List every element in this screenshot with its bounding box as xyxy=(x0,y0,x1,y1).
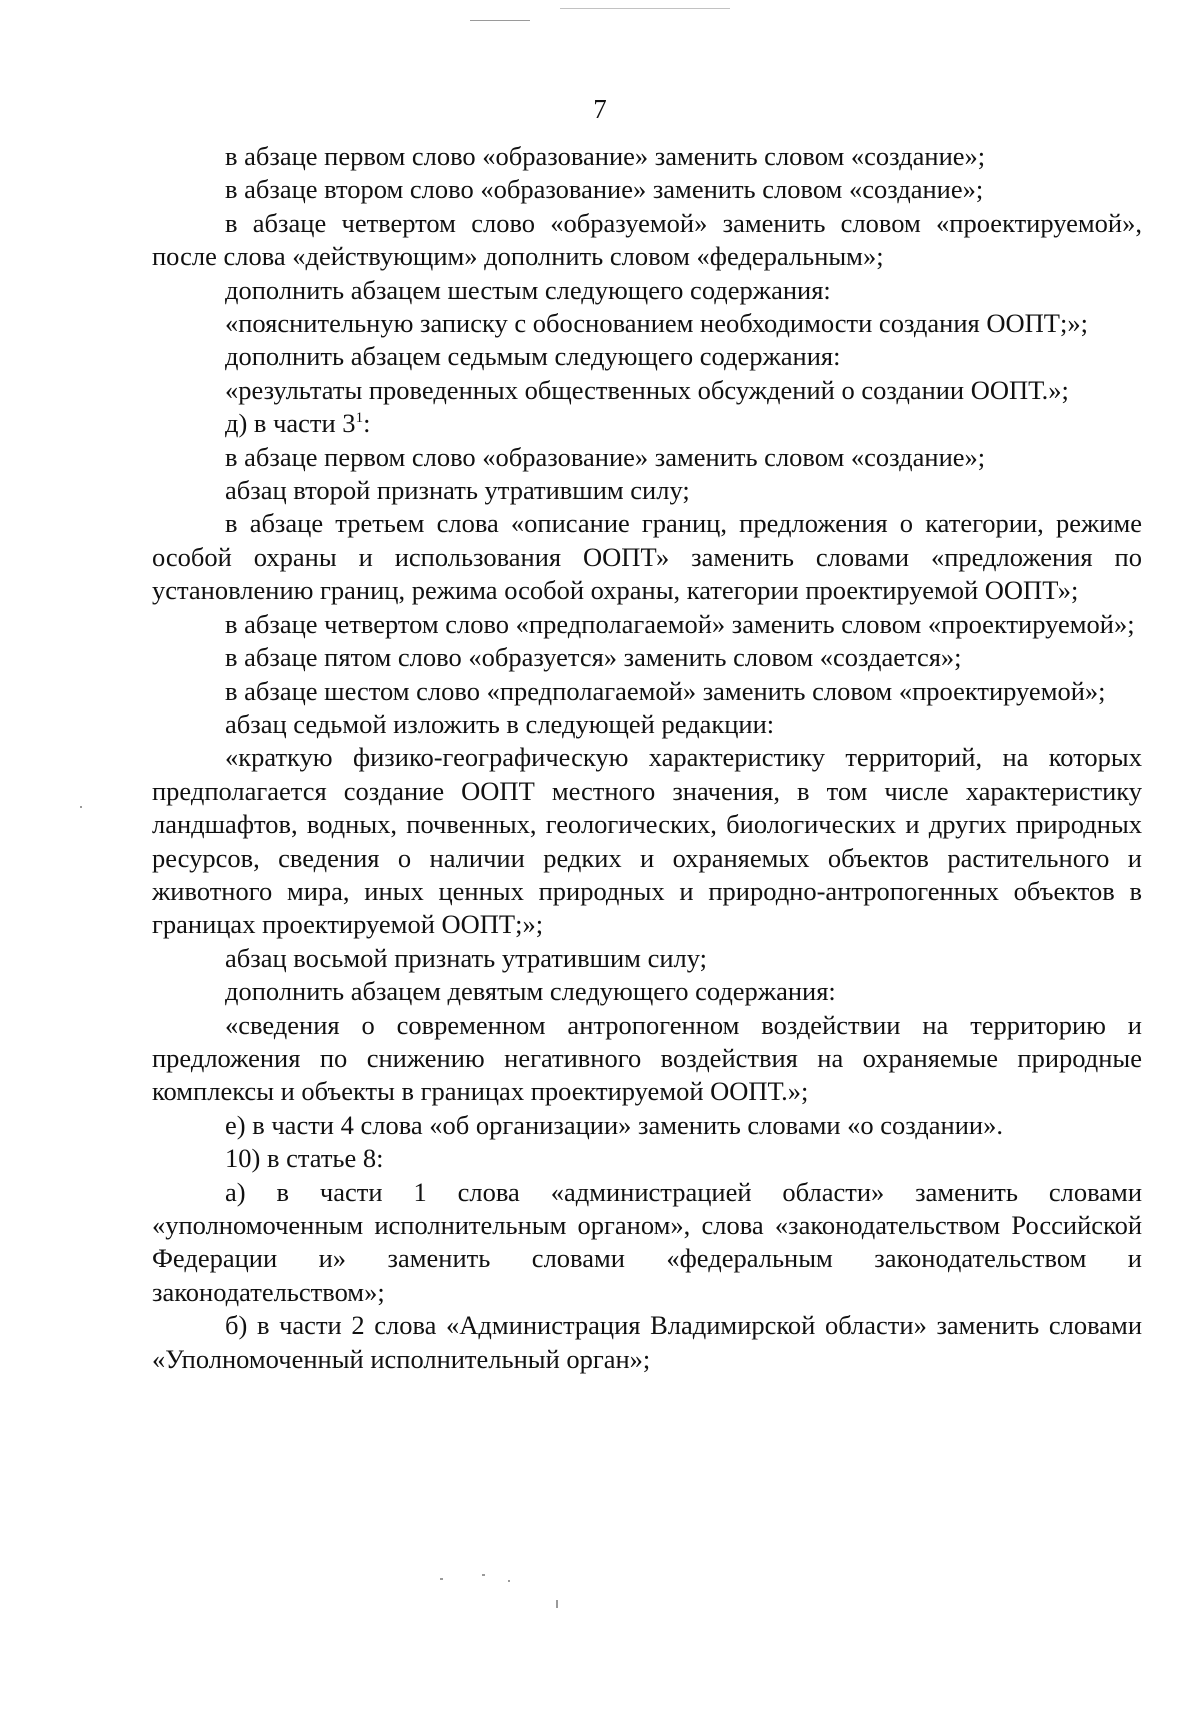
paragraph: дополнить абзацем девятым следующего содержания: xyxy=(225,976,836,1007)
paragraph: в абзаце четвертом слово «образуемой» заменить словом «проектируемой», после слова «действующим» дополнить словом «федеральным»; xyxy=(152,207,1142,272)
scan-artifact xyxy=(482,1574,485,1576)
paragraph: абзац восьмой признать утратившим силу; xyxy=(225,942,707,973)
paragraph: в абзаце пятом слово «образуется» заменить словом «создается»; xyxy=(225,642,962,673)
page-number: 7 xyxy=(593,94,607,124)
paragraph: в абзаце третьем слова «описание границ, предложения о категории, режиме особой охраны и использования ООПТ» заменить словами «предложения по установлению границ, режима особой охраны, категории проектируемой ООПТ»; xyxy=(152,508,1142,606)
paragraph: «пояснительную записку с обоснованием необходимости создания ООПТ;»; xyxy=(225,308,1088,339)
document-body xyxy=(152,140,1142,1376)
paragraph: дополнить абзацем шестым следующего содержания: xyxy=(225,274,831,305)
paragraph: дополнить абзацем седьмым следующего содержания: xyxy=(225,341,841,372)
paragraph: абзац седьмой изложить в следующей редакции: xyxy=(225,708,775,739)
paragraph: «сведения о современном антропогенном воздействии на территорию и предложения по снижению негативного воздействия на охраняемые природные комплексы и объекты в границах проектируемой ООПТ.»; xyxy=(152,1009,1142,1107)
paragraph: а) в части 1 слова «администрацией области» заменить словами «уполномоченным исполнительным органом», слова «законодательством Российской Федерации и» заменить словами «федеральным законодательством и законодательством»; xyxy=(152,1176,1142,1307)
superscript: 1 xyxy=(355,410,364,427)
scan-artifact xyxy=(470,20,530,21)
subsection-suffix: : xyxy=(363,408,371,439)
paragraph: «краткую физико-географическую характеристику территорий, на которых предполагается создание ООПТ местного значения, в том числе характеристику ландшафтов, водных, почвенных, геологических, биологических и других природных ресурсов, сведения о наличии редких и охраняемых объектов растительного и животного мира, иных ценных природных и природно-антропогенных объектов в границах проектируемой ООПТ;»; xyxy=(152,742,1142,940)
subsection-prefix: д) в части 3 xyxy=(225,408,356,439)
subsection-heading xyxy=(152,407,1142,440)
scan-artifact xyxy=(80,806,82,808)
paragraph: в абзаце втором слово «образование» заменить словом «создание»; xyxy=(225,174,984,205)
scan-artifact xyxy=(440,1578,443,1580)
paragraph: «результаты проведенных общественных обсуждений о создании ООПТ.»; xyxy=(225,374,1069,405)
paragraph: в абзаце четвертом слово «предполагаемой» заменить словом «проектируемой»; xyxy=(225,608,1135,639)
scan-artifact xyxy=(508,1580,510,1582)
paragraph: абзац второй признать утратившим силу; xyxy=(225,475,690,506)
paragraph: в абзаце первом слово «образование» заменить словом «создание»; xyxy=(225,441,986,472)
paragraph: в абзаце первом слово «образование» заменить словом «создание»; xyxy=(225,141,986,171)
paragraph: е) в части 4 слова «об организации» заменить словами «о создании». xyxy=(225,1109,1003,1140)
paragraph: б) в части 2 слова «Администрация Владимирской области» заменить словами «Уполномоченный исполнительный орган»; xyxy=(152,1310,1142,1374)
scan-artifact xyxy=(556,1600,558,1608)
scan-artifact xyxy=(560,8,730,9)
paragraph: 10) в статье 8: xyxy=(225,1143,384,1174)
paragraph: в абзаце шестом слово «предполагаемой» заменить словом «проектируемой»; xyxy=(225,675,1106,706)
